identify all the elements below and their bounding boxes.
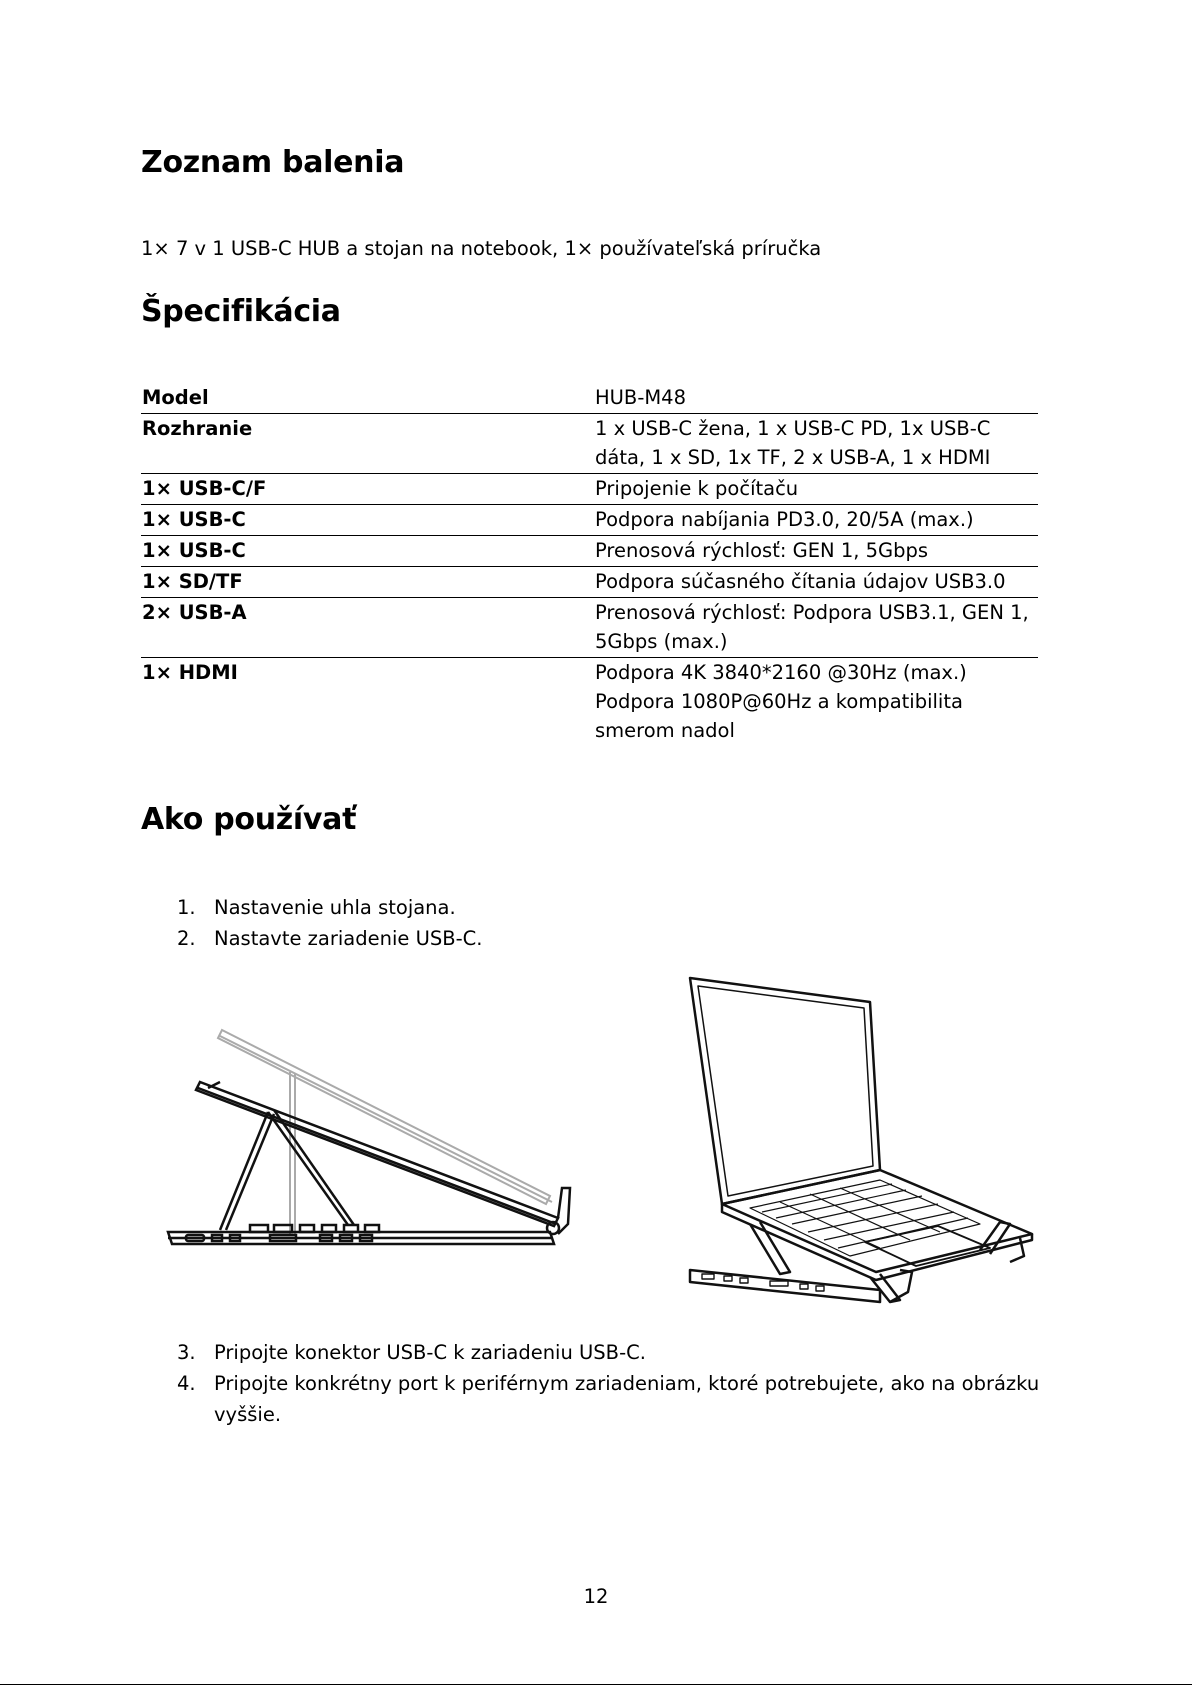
page-number: 12: [583, 1585, 609, 1608]
spec-key: Model: [142, 386, 209, 409]
step-item: [141, 1368, 1061, 1430]
packing-list-heading: Zoznam balenia: [141, 145, 405, 180]
spec-row: [141, 383, 1038, 414]
spec-value-line: Pripojenie k počítaču: [595, 477, 799, 500]
step-item: [141, 923, 1041, 954]
spec-key: Rozhranie: [142, 417, 253, 440]
spec-value-line: 1 x USB-C žena, 1 x USB-C PD, 1x USB-C: [595, 417, 991, 440]
spec-value-line: smerom nadol: [595, 719, 735, 742]
spec-value: [594, 598, 1038, 658]
spec-value: [594, 474, 1038, 505]
step-text: Pripojte konkrétny port k periférnym zariadeniam, ktoré potrebujete, ako na obrázku: [214, 1372, 1040, 1395]
spec-value: [594, 536, 1038, 567]
packing-list-text: 1× 7 v 1 USB-C HUB a stojan na notebook, 1× používateľská príručka: [141, 237, 822, 260]
spec-row: [141, 658, 1038, 747]
spec-value-line: Prenosová rýchlosť: GEN 1, 5Gbps: [595, 539, 929, 562]
spec-value-line: Prenosová rýchlosť: Podpora USB3.1, GEN 1,: [595, 601, 1029, 624]
spec-value: [594, 383, 1038, 414]
spec-row: [141, 505, 1038, 536]
spec-value-line: dáta, 1 x SD, 1x TF, 2 x USB-A, 1 x HDMI: [595, 446, 991, 469]
steps-list-top: [141, 892, 1041, 954]
spec-value: [594, 658, 1038, 747]
step-item: [141, 1337, 1061, 1368]
spec-value: [594, 414, 1038, 474]
spec-value: [594, 567, 1038, 598]
spec-key: 2× USB-A: [142, 601, 247, 624]
laptop-on-stand-icon: [680, 972, 1040, 1322]
step-text: Nastavte zariadenie USB-C.: [214, 927, 483, 950]
spec-value-line: HUB-M48: [595, 386, 686, 409]
step-text: Nastavenie uhla stojana.: [214, 896, 456, 919]
spec-value-line: 5Gbps (max.): [595, 630, 728, 653]
spec-value-line: Podpora 1080P@60Hz a kompatibilita: [595, 690, 963, 713]
specification-heading: Špecifikácia: [141, 294, 341, 329]
step-number: 4.: [177, 1372, 196, 1395]
step-number: 3.: [177, 1341, 196, 1364]
spec-row: [141, 414, 1038, 474]
specification-table: [141, 383, 1038, 746]
spec-row: [141, 598, 1038, 658]
step-text-continued: vyššie.: [214, 1403, 282, 1426]
step-text: Pripojte konektor USB-C k zariadeniu USB-C.: [214, 1341, 646, 1364]
step-number: 2.: [177, 927, 196, 950]
spec-value-line: Podpora súčasného čítania údajov USB3.0: [595, 570, 1006, 593]
spec-row: [141, 567, 1038, 598]
spec-value-line: Podpora 4K 3840*2160 @30Hz (max.): [595, 661, 967, 684]
step-item: [141, 892, 1041, 923]
step-number: 1.: [177, 896, 196, 919]
stand-side-view-icon: [160, 1010, 590, 1270]
spec-row: [141, 536, 1038, 567]
spec-value: [594, 505, 1038, 536]
spec-key: 1× USB-C/F: [142, 477, 267, 500]
spec-key: 1× USB-C: [142, 539, 246, 562]
spec-row: [141, 474, 1038, 505]
spec-key: 1× SD/TF: [142, 570, 243, 593]
spec-key: 1× USB-C: [142, 508, 246, 531]
spec-value-line: Podpora nabíjania PD3.0, 20/5A (max.): [595, 508, 974, 531]
spec-key: 1× HDMI: [142, 661, 238, 684]
steps-list-bottom: [141, 1337, 1061, 1430]
how-to-use-heading: Ako používať: [141, 802, 357, 837]
